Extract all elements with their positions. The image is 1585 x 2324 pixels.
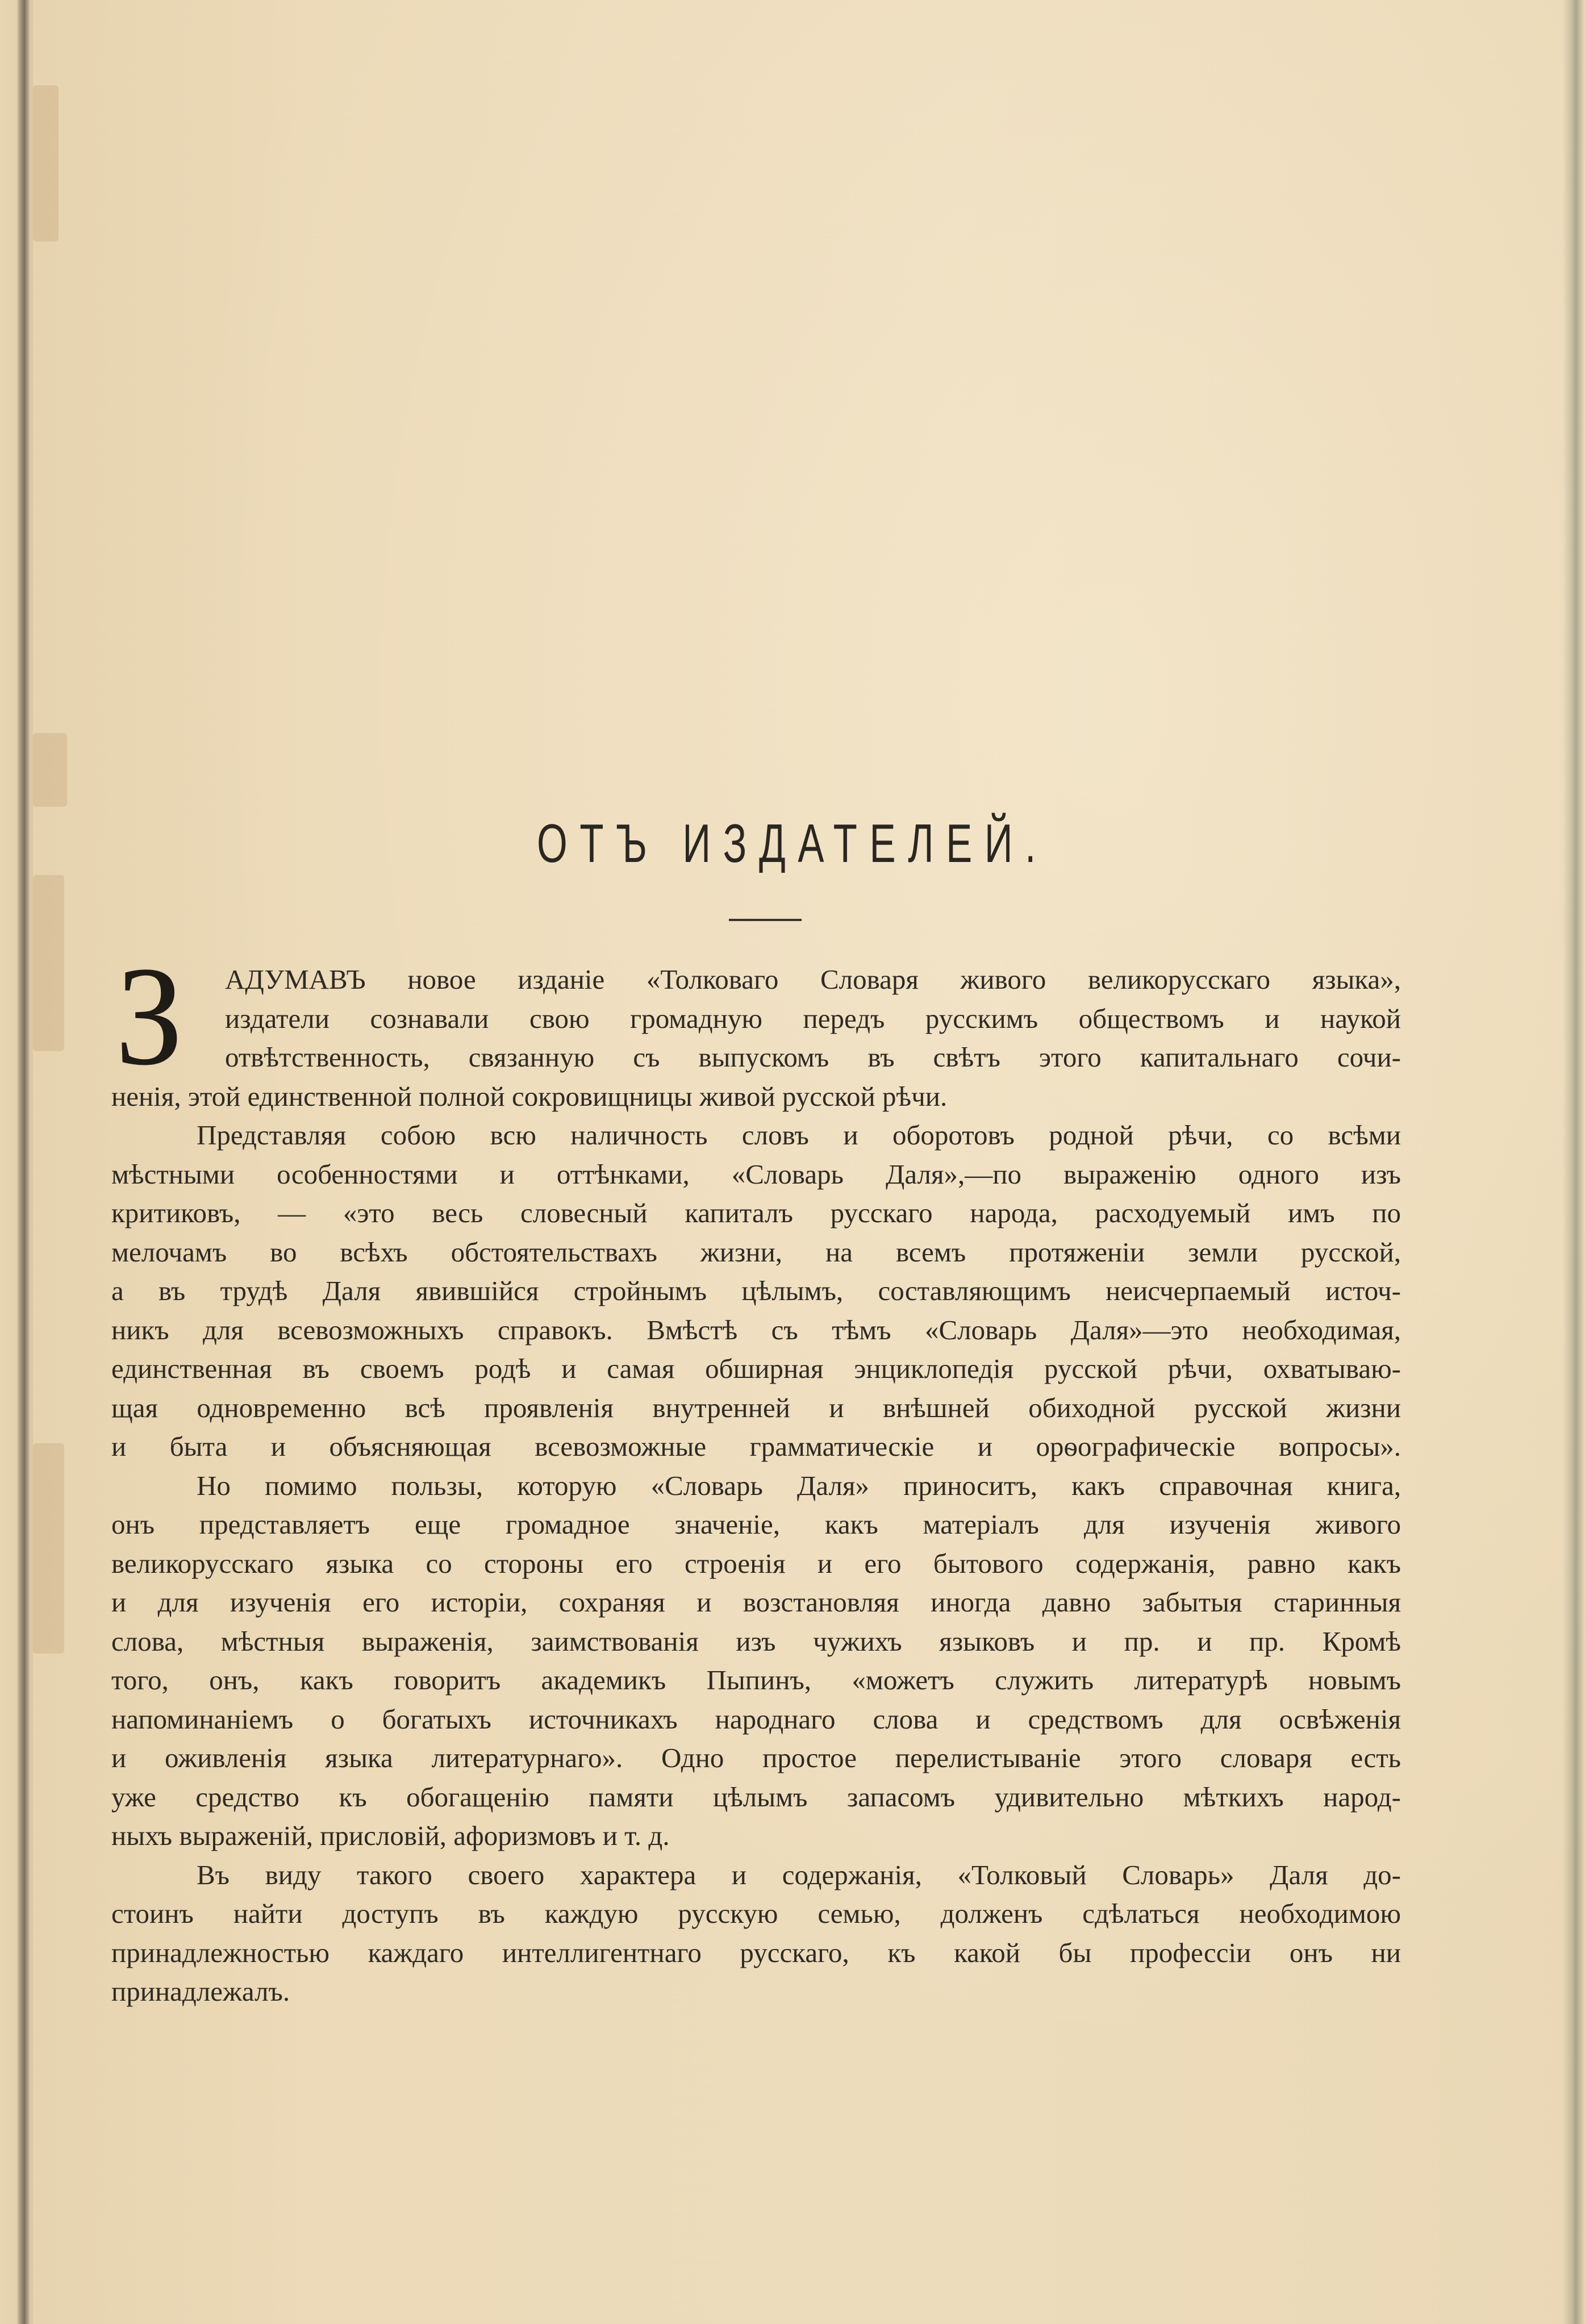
text-line: и быта и объясняющая всевозможные грамматическіе и орѳографическіе вопросы». bbox=[111, 1431, 1401, 1462]
paragraph-1 bbox=[111, 938, 1401, 1116]
body-text bbox=[111, 938, 1401, 2011]
text-line: и оживленія языка литературнаго». Одно простое перелистываніе этого словаря есть bbox=[111, 1742, 1401, 1773]
text-line: напоминаніемъ о богатыхъ источникахъ народнаго слова и средствомъ для освѣженія bbox=[111, 1703, 1401, 1735]
binding-edge bbox=[17, 0, 31, 2324]
text-line: отвѣтственность, связанную съ выпускомъ въ свѣтъ этого капитальнаго сочи- bbox=[225, 1042, 1401, 1073]
text-line: никъ для всевозможныхъ справокъ. Вмѣстѣ съ тѣмъ «Словарь Даля»—это необходимая, bbox=[111, 1314, 1401, 1346]
text-line: критиковъ, — «это весь словесный капиталъ русскаго народа, расходуемый имъ по bbox=[111, 1197, 1401, 1228]
text-line: великорусскаго языка со стороны его строенія и его бытового содержанія, равно какъ bbox=[111, 1547, 1401, 1579]
text-line: принадлежалъ. bbox=[111, 1976, 290, 2007]
text-line: единственная въ своемъ родѣ и самая обширная энциклопедія русской рѣчи, охватываю- bbox=[111, 1353, 1401, 1384]
text-line: АДУМАВЪ новое изданіе «Толковаго Словаря живого великорусскаго языка», bbox=[225, 964, 1401, 995]
text-line: мѣстными особенностями и оттѣнками, «Словарь Даля»,—по выраженію одного изъ bbox=[111, 1158, 1401, 1190]
text-line: Но помимо пользы, которую «Словарь Даля» приноситъ, какъ справочная книга, bbox=[197, 1469, 1401, 1501]
paragraph-2 bbox=[111, 1116, 1401, 1467]
text-line: мелочамъ во всѣхъ обстоятельствахъ жизни, на всемъ протяженіи земли русской, bbox=[111, 1236, 1401, 1268]
text-line: щая одновременно всѣ проявленія внутренней и внѣшней обиходной русской жизни bbox=[111, 1392, 1401, 1423]
text-line: слова, мѣстныя выраженія, заимствованія изъ чужихъ языковъ и пр. и пр. Кромѣ bbox=[111, 1625, 1401, 1657]
paper-stain bbox=[33, 1443, 64, 1654]
paragraph-3 bbox=[111, 1467, 1401, 1856]
paragraph-4 bbox=[111, 1856, 1401, 2011]
text-line: принадлежностью каждаго интеллигентнаго русскаго, къ какой бы профессіи онъ ни bbox=[111, 1936, 1401, 1968]
paper-stain bbox=[33, 875, 64, 1051]
text-line: уже средство къ обогащенію памяти цѣлымъ запасомъ удивительно мѣткихъ народ- bbox=[111, 1781, 1401, 1813]
text-line: Представляя собою всю наличность словъ и оборотовъ родной рѣчи, со всѣми bbox=[197, 1119, 1401, 1151]
drop-cap: З bbox=[115, 938, 183, 1095]
text-line: того, онъ, какъ говоритъ академикъ Пыпинъ, «можетъ служить литературѣ новымъ bbox=[111, 1664, 1401, 1696]
text-line: издатели сознавали свою громадную передъ русскимъ обществомъ и наукой bbox=[225, 1002, 1401, 1034]
paper-stain bbox=[33, 733, 67, 807]
text-line: а въ трудѣ Даля явившійся стройнымъ цѣлымъ, составляющимъ неисчерпаемый источ- bbox=[111, 1275, 1401, 1306]
page-title: ОТЪ ИЗДАТЕЛЕЙ. bbox=[537, 813, 1048, 874]
text-line: онъ представляетъ еще громадное значеніе, какъ матеріалъ для изученія живого bbox=[111, 1509, 1401, 1540]
text-line: ненія, этой единственной полной сокровищницы живой русской рѣчи. bbox=[111, 1080, 948, 1112]
page-right-edge bbox=[1562, 0, 1585, 2324]
text-line: Въ виду такого своего характера и содержанія, «Толковый Словарь» Даля до- bbox=[197, 1859, 1401, 1890]
text-line: и для изученія его исторіи, сохраняя и возстановляя иногда давно забытыя старинныя bbox=[111, 1586, 1401, 1618]
text-line: ныхъ выраженій, присловій, афоризмовъ и т. д. bbox=[111, 1820, 670, 1851]
title-rule-divider bbox=[729, 919, 802, 921]
text-line: стоинъ найти доступъ въ каждую русскую семью, долженъ сдѣлаться необходимою bbox=[111, 1898, 1401, 1929]
paper-stain bbox=[33, 85, 59, 241]
